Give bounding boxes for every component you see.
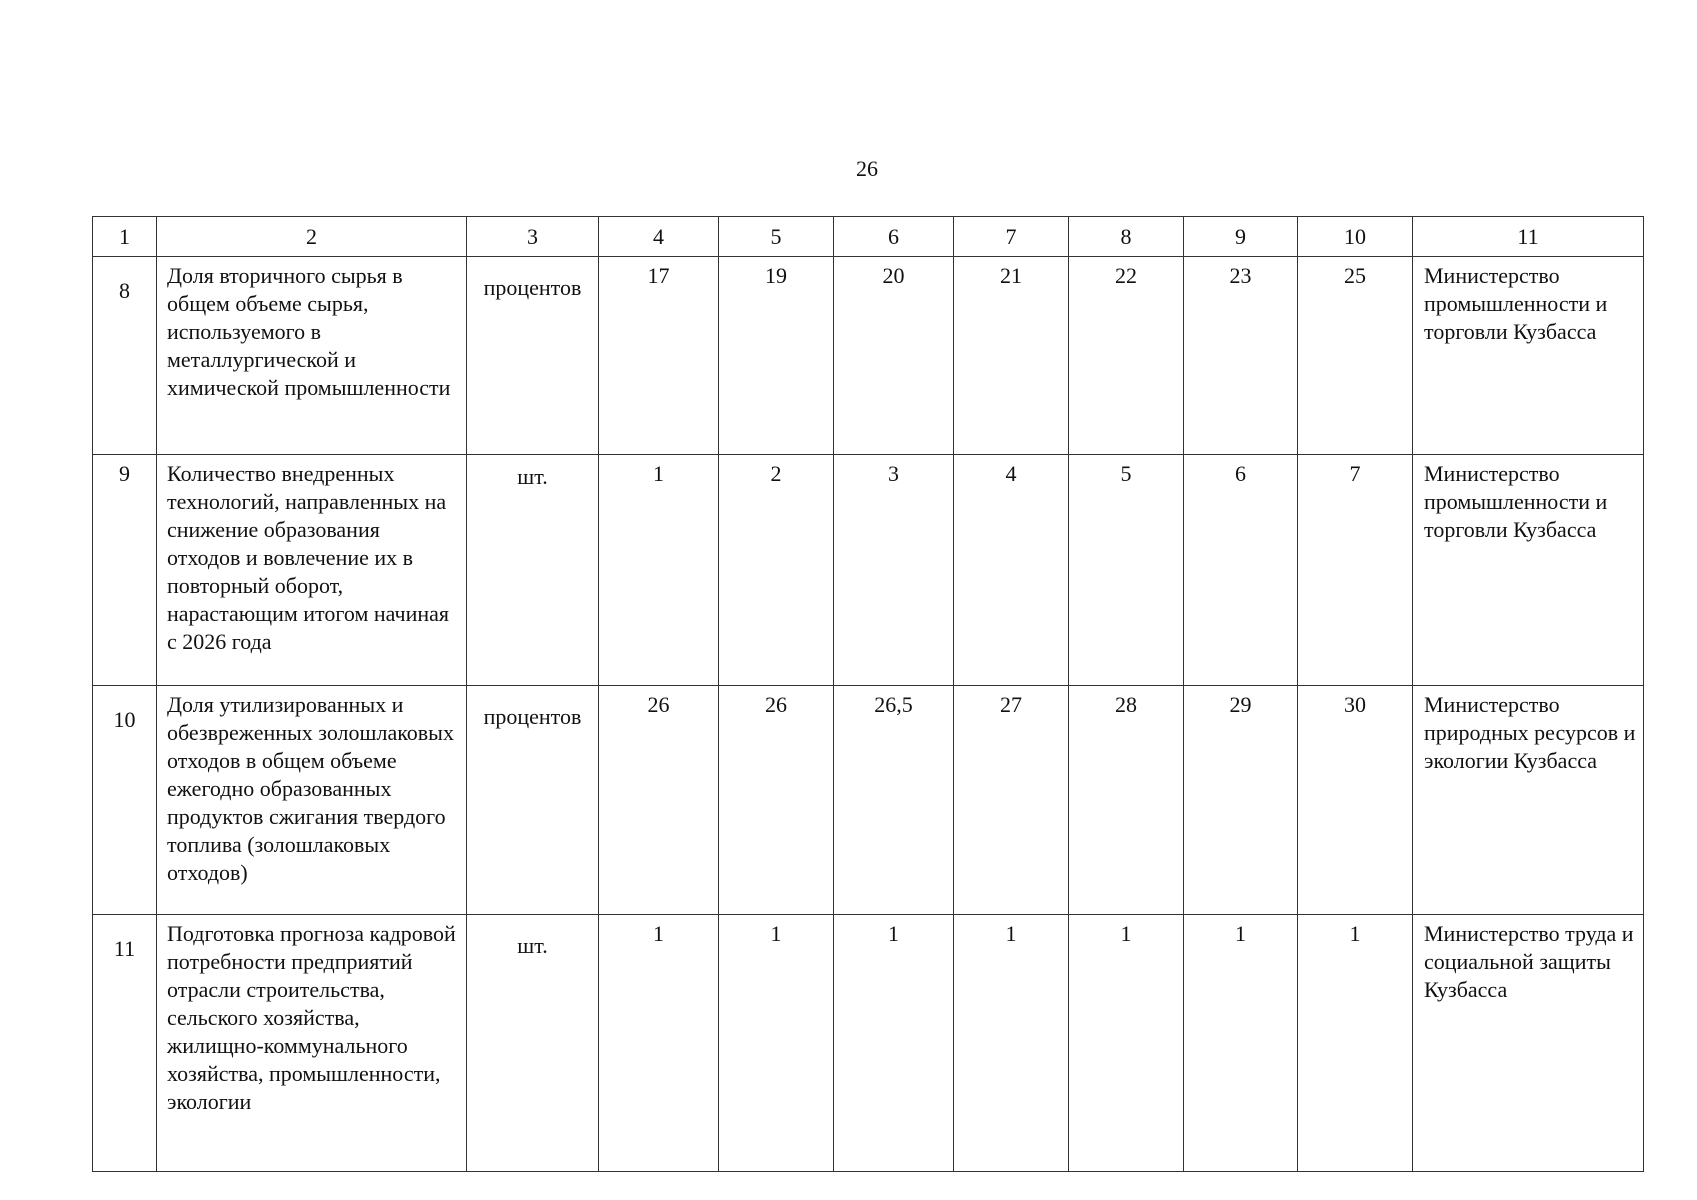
value-cell: 26	[599, 686, 719, 915]
value-cell: 1	[1298, 915, 1413, 1172]
table-header-row	[93, 217, 1644, 257]
header-cell: 8	[1069, 217, 1184, 257]
value-cell: 23	[1184, 257, 1298, 455]
value-cell: 7	[1298, 455, 1413, 686]
value-cell: 27	[954, 686, 1069, 915]
row-number: 11	[93, 915, 157, 1172]
value-cell: 29	[1184, 686, 1298, 915]
value-cell: 1	[719, 915, 834, 1172]
value-cell: 3	[834, 455, 954, 686]
table-row	[93, 455, 1644, 686]
indicator-name: Доля утилизированных и обезвреженных золошлаковых отходов в общем объеме ежегодно образованных продуктов сжигания твердого топлива (золошлаковых отходов)	[157, 686, 467, 915]
header-cell: 1	[93, 217, 157, 257]
page-number: 26	[856, 156, 878, 181]
unit-cell: процентов	[467, 257, 599, 455]
value-cell: 21	[954, 257, 1069, 455]
value-cell: 1	[954, 915, 1069, 1172]
value-cell: 19	[719, 257, 834, 455]
header-cell: 5	[719, 217, 834, 257]
value-cell: 1	[1069, 915, 1184, 1172]
row-number: 9	[93, 455, 157, 686]
indicators-table	[92, 216, 1644, 1172]
header-cell: 11	[1413, 217, 1644, 257]
header-cell: 10	[1298, 217, 1413, 257]
value-cell: 20	[834, 257, 954, 455]
value-cell: 1	[1184, 915, 1298, 1172]
header-cell: 3	[467, 217, 599, 257]
table-row	[93, 686, 1644, 915]
unit-cell: шт.	[467, 915, 599, 1172]
header-cell: 9	[1184, 217, 1298, 257]
row-number: 10	[93, 686, 157, 915]
value-cell: 1	[599, 915, 719, 1172]
header-cell: 2	[157, 217, 467, 257]
responsible-cell: Министерство труда и социальной защиты Кузбасса	[1413, 915, 1644, 1172]
value-cell: 17	[599, 257, 719, 455]
value-cell: 1	[599, 455, 719, 686]
value-cell: 26,5	[834, 686, 954, 915]
indicator-name: Подготовка прогноза кадровой потребности предприятий отрасли строительства, сельского хозяйства, жилищно-коммунального хозяйства, промышленности, экологии	[157, 915, 467, 1172]
header-cell: 6	[834, 217, 954, 257]
value-cell: 6	[1184, 455, 1298, 686]
header-cell: 4	[599, 217, 719, 257]
value-cell: 28	[1069, 686, 1184, 915]
unit-cell: процентов	[467, 686, 599, 915]
responsible-cell: Министерство промышленности и торговли Кузбасса	[1413, 455, 1644, 686]
value-cell: 5	[1069, 455, 1184, 686]
value-cell: 1	[834, 915, 954, 1172]
indicator-name: Доля вторичного сырья в общем объеме сырья, используемого в металлургической и химической промышленности	[157, 257, 467, 455]
responsible-cell: Министерство промышленности и торговли Кузбасса	[1413, 257, 1644, 455]
value-cell: 25	[1298, 257, 1413, 455]
row-number: 8	[93, 257, 157, 455]
value-cell: 30	[1298, 686, 1413, 915]
value-cell: 26	[719, 686, 834, 915]
value-cell: 22	[1069, 257, 1184, 455]
table-row	[93, 915, 1644, 1172]
responsible-cell: Министерство природных ресурсов и экологии Кузбасса	[1413, 686, 1644, 915]
value-cell: 4	[954, 455, 1069, 686]
indicator-name: Количество внедренных технологий, направленных на снижение образования отходов и вовлечение их в повторный оборот, нарастающим итогом начиная с 2026 года	[157, 455, 467, 686]
table-row	[93, 257, 1644, 455]
value-cell: 2	[719, 455, 834, 686]
unit-cell: шт.	[467, 455, 599, 686]
header-cell: 7	[954, 217, 1069, 257]
